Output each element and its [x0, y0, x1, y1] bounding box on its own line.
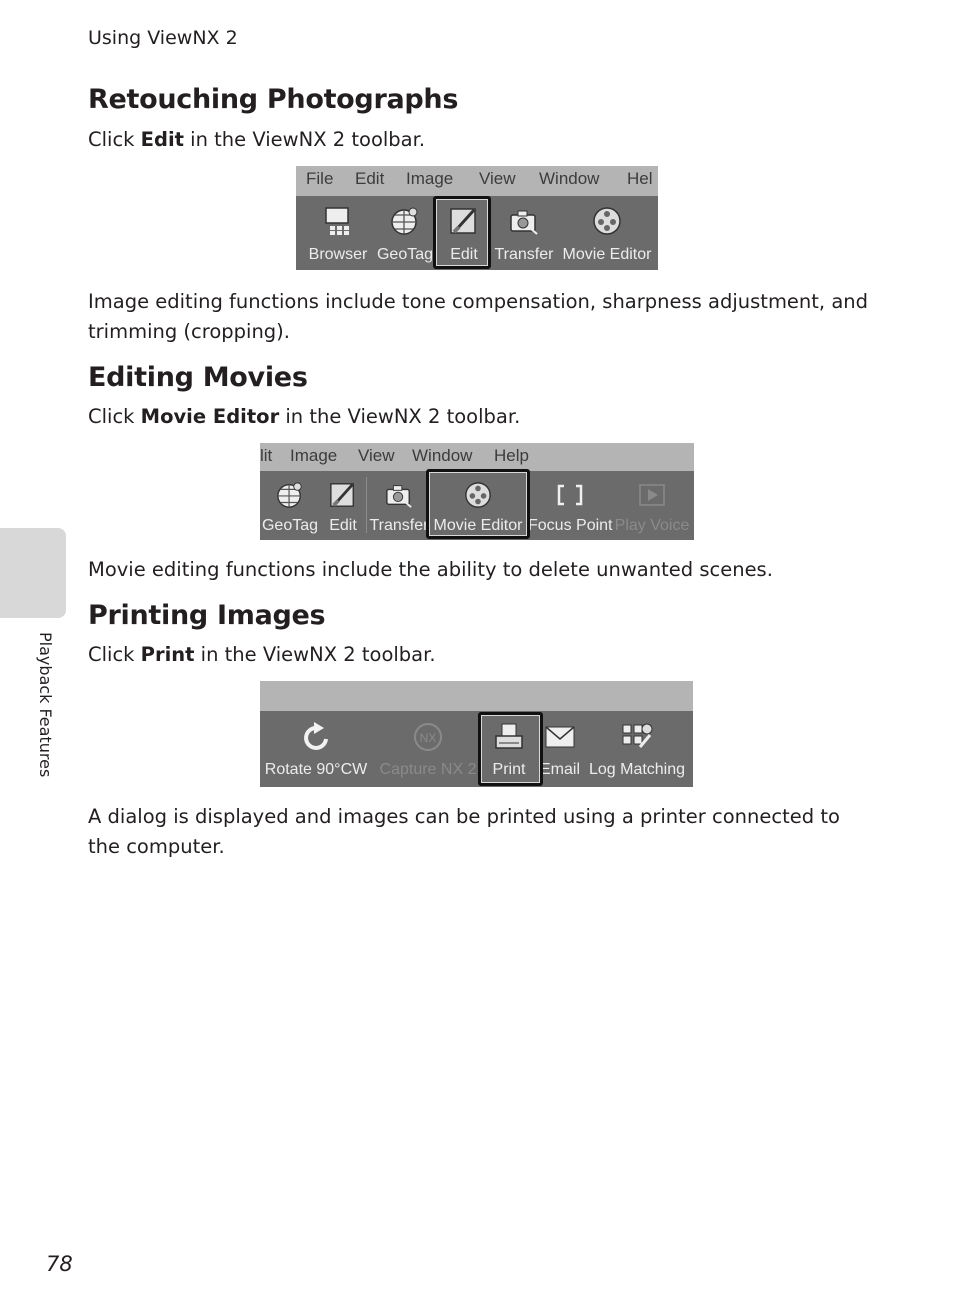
menu-edit[interactable]: Edit [355, 169, 385, 188]
camera-transfer-icon [508, 206, 540, 236]
menu-view[interactable]: View [479, 169, 516, 188]
menu-view[interactable]: View [358, 446, 395, 465]
selection-highlight [478, 712, 543, 786]
capture-nx-icon [412, 721, 444, 753]
toolbar-play-voice-button[interactable]: Play Voice [614, 471, 690, 540]
camera-transfer-icon [384, 481, 414, 509]
toolbar-geotag-button[interactable]: GeoTag [374, 196, 436, 270]
toolbar-movie-editor-button[interactable]: Movie Editor [432, 471, 524, 540]
selection-highlight [433, 196, 491, 269]
film-reel-icon [591, 206, 623, 236]
description-retouching: Image editing functions include tone compensation, sharpness adjustment, and trimming (cropping). [88, 290, 869, 343]
log-matching-icon [620, 721, 654, 751]
toolbar-rotate-button[interactable]: Rotate 90°CW [260, 711, 372, 787]
toolbar-separator [366, 477, 367, 533]
toolbar-transfer-button[interactable]: Transfer [492, 196, 556, 270]
chapter-label: Playback Features [36, 632, 55, 778]
toolbar-screenshot-print [260, 681, 693, 787]
menu-bar-blank [260, 681, 693, 711]
globe-icon [389, 206, 421, 236]
toolbar-screenshot-edit [296, 166, 658, 270]
toolbar-print-button[interactable]: Print [482, 711, 536, 787]
menu-edit-cropped[interactable]: lit [260, 446, 273, 465]
focus-brackets-icon [555, 483, 585, 507]
svg-text:NX: NX [419, 731, 437, 745]
toolbar-browser-button[interactable]: Browser [306, 196, 370, 270]
instruction-edit: Click Edit in the ViewNX 2 toolbar. [88, 128, 426, 151]
globe-icon [275, 481, 305, 509]
envelope-icon [545, 725, 575, 749]
menu-image[interactable]: Image [290, 446, 338, 465]
toolbar-log-matching-button[interactable]: Log Matching [584, 711, 690, 787]
toolbar-screenshot-movie [260, 443, 694, 540]
rotate-clockwise-icon [300, 721, 332, 755]
section-title-printing: Printing Images [88, 600, 326, 631]
menu-window[interactable]: Window [539, 169, 600, 188]
selection-highlight [426, 469, 530, 539]
menu-window[interactable]: Window [412, 446, 473, 465]
menu-help[interactable]: Hel [627, 169, 653, 188]
brush-edit-icon [328, 481, 358, 509]
toolbar-edit-button[interactable]: Edit [436, 196, 492, 270]
instruction-movie-editor: Click Movie Editor in the ViewNX 2 toolbar. [88, 405, 521, 428]
section-title-movies: Editing Movies [88, 362, 308, 393]
menu-help[interactable]: Help [494, 446, 529, 465]
toolbar-email-button[interactable]: Email [540, 711, 580, 787]
instruction-print: Click Print in the ViewNX 2 toolbar. [88, 643, 436, 666]
browser-icon [322, 206, 354, 236]
menu-bar [296, 166, 658, 196]
toolbar-transfer-button[interactable]: Transfer [368, 471, 430, 540]
menu-image[interactable]: Image [406, 169, 454, 188]
running-header: Using ViewNX 2 [88, 27, 238, 49]
menu-bar [260, 443, 694, 471]
menu-file[interactable]: File [306, 169, 334, 188]
toolbar-movie-editor-button[interactable]: Movie Editor [558, 196, 656, 270]
toolbar-focus-point-button[interactable]: Focus Point [528, 471, 612, 540]
toolbar-capture-nx2-button[interactable]: NX Capture NX 2 [376, 711, 480, 787]
section-title-retouching: Retouching Photographs [88, 84, 459, 115]
description-printing: A dialog is displayed and images can be printed using a printer connected to the computer. [88, 805, 840, 858]
chapter-tab [0, 528, 66, 618]
play-icon [637, 483, 667, 507]
description-movies: Movie editing functions include the ability to delete unwanted scenes. [88, 558, 773, 581]
page-number: 78 [46, 1252, 73, 1276]
toolbar-geotag-button[interactable]: GeoTag [260, 471, 320, 540]
toolbar-edit-button[interactable]: Edit [322, 471, 364, 540]
